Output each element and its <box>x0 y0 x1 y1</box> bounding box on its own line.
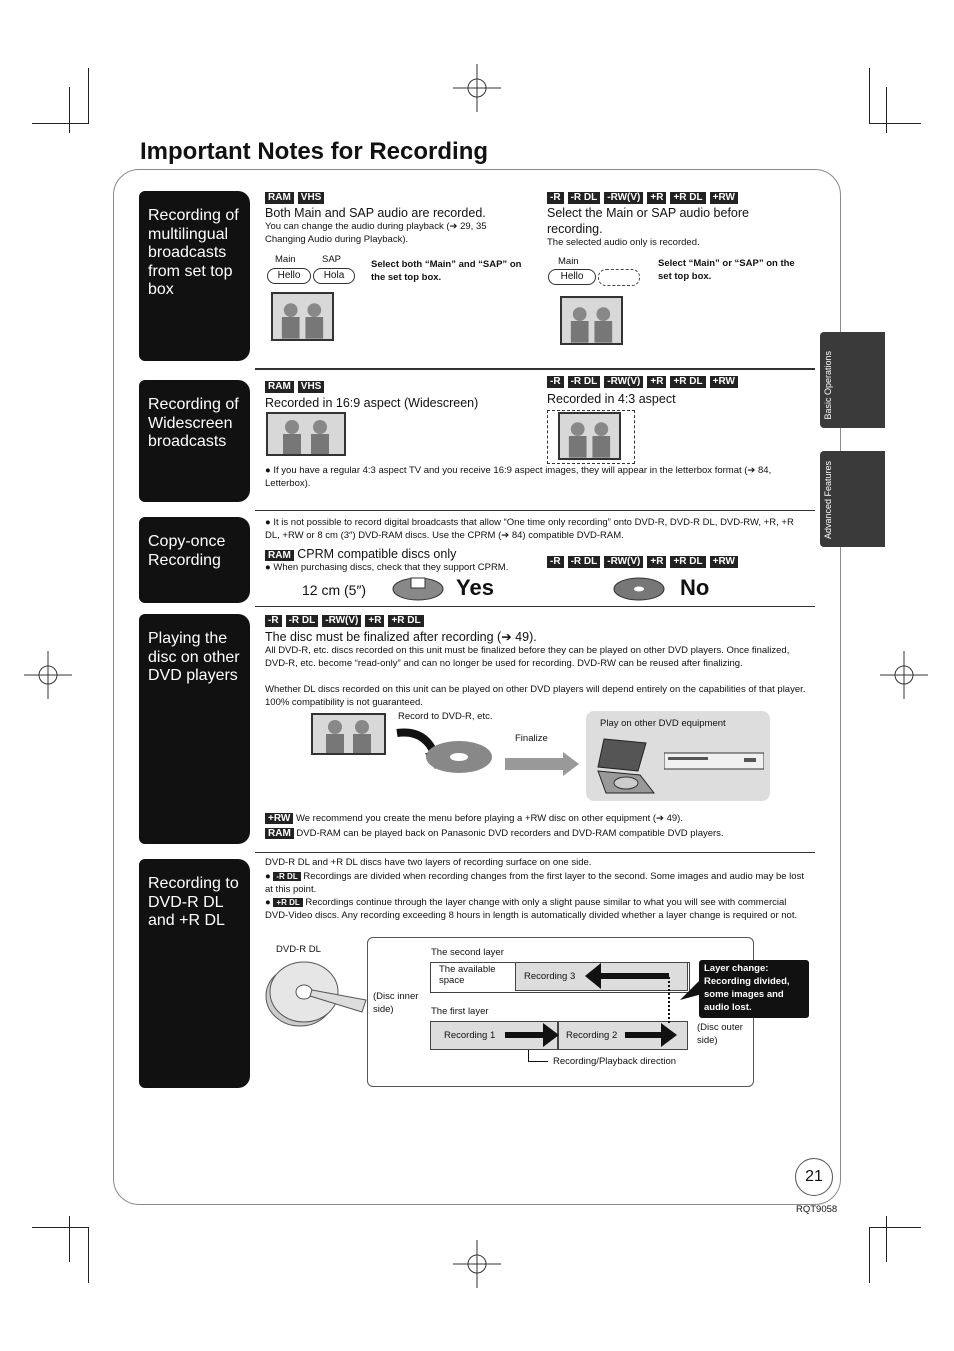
disc-tag: VHS <box>298 381 325 393</box>
instruction-text: Select both “Main” and “SAP” on the set top box. <box>371 259 522 283</box>
disc-tags <box>547 556 738 568</box>
crop-mark <box>869 68 870 124</box>
section-divider <box>255 368 815 370</box>
body-text: Recorded in 4:3 aspect <box>547 392 676 406</box>
section-header-copy-once: Copy-once Recording <box>139 517 250 603</box>
disc-tag: -RW(V) <box>604 192 643 204</box>
right-arrow-icon <box>625 1023 677 1047</box>
play-other-equipment-box <box>586 711 770 801</box>
disc-tag: +RW <box>265 813 293 824</box>
registration-mark-icon <box>453 64 501 112</box>
bullet-text: ● If you have a regular 4:3 aspect TV and you receive 16:9 aspect images, they will appear in the letterbox format (➔ 84, Letterbox). <box>265 465 772 489</box>
disc-tag: -R <box>547 192 564 204</box>
right-arrow-icon <box>505 752 579 776</box>
body-text: The disc must be finalized after recording (➔ 49). <box>265 630 537 644</box>
available-space-label: The available space <box>439 964 496 986</box>
disc-label: DVD-R DL <box>276 944 321 955</box>
ram-text: DVD-RAM can be played back on Panasonic DVD recorders and DVD-RAM compatible DVD players. <box>296 828 724 839</box>
cartridge-disc-icon <box>392 577 444 601</box>
inner-side-label: (Disc inner side) <box>373 991 419 1015</box>
crop-mark <box>32 123 88 124</box>
disc-tag: -R DL <box>273 872 300 881</box>
disc-tag: +RW <box>710 556 738 568</box>
tv-screen-icon <box>271 292 334 341</box>
dual-layer-disc-icon <box>262 960 372 1030</box>
note-text: The selected audio only is recorded. <box>547 237 700 248</box>
section-divider <box>255 606 815 607</box>
crop-mark <box>886 87 887 133</box>
label-sap: SAP <box>322 254 342 265</box>
ram-text: CPRM compatible discs only <box>297 547 457 561</box>
outer-side-label: (Disc outer side) <box>697 1022 743 1046</box>
speech-bubble-main: Hello <box>267 268 311 284</box>
crop-mark <box>88 1227 89 1283</box>
dvd-recorder-icon <box>664 751 764 773</box>
side-tab-label: Advanced Features <box>823 460 833 539</box>
label-main: Main <box>275 254 296 265</box>
paragraph: Whether DL discs recorded on this unit can be played on other DVD players will depend entirely on the capabilities of that player. 100% compatibility is not guaranteed. <box>265 684 806 708</box>
disc-tag: VHS <box>298 192 325 204</box>
speech-bubble-sap: Hola <box>313 268 355 284</box>
crop-mark <box>32 1227 88 1228</box>
side-tab-advanced-features[interactable] <box>820 451 885 547</box>
body-text: Both Main and SAP audio are recorded. <box>265 206 486 220</box>
registration-mark-icon <box>453 1240 501 1288</box>
bullet-content: If you have a regular 4:3 aspect TV and you receive 16:9 aspect images, they will appear in the letterbox format (➔ 84, Letterbox). <box>265 465 772 489</box>
recording-2-label: Recording 2 <box>566 1030 618 1041</box>
bullet-content: When purchasing discs, check that they support CPRM. <box>273 562 509 573</box>
disc-tag: +R DL <box>670 556 705 568</box>
disc-tag: -R DL <box>286 615 319 627</box>
paragraph: All DVD-R, etc. discs recorded on this unit must be finalized before they can be played on other DVD players. Once finalized, DVD-R, etc. become “read-only” and can no longer be used for recording. DVD-RW can be reused after finalizing. <box>265 645 790 669</box>
disc-tag: -R DL <box>568 376 601 388</box>
section-divider <box>255 852 815 853</box>
disc-tag: +R DL <box>670 376 705 388</box>
rw-text: We recommend you create the menu before playing a +RW disc on other equipment (➔ 49). <box>295 813 683 824</box>
disc-tag: -R <box>547 556 564 568</box>
direction-leader <box>528 1061 548 1062</box>
disc-tags <box>265 381 324 393</box>
intro-text: DVD-R DL and +R DL discs have two layers of recording surface on one side. <box>265 857 592 868</box>
page-number-badge <box>795 1158 833 1196</box>
disc-size-label: 12 cm (5″) <box>302 582 367 598</box>
disc-tag: RAM <box>265 550 294 561</box>
second-layer-label: The second layer <box>431 947 504 958</box>
page-title: Important Notes for Recording <box>140 138 489 165</box>
right-arrow-icon <box>505 1023 559 1047</box>
disc-tag: -R <box>265 615 282 627</box>
play-label: Play on other DVD equipment <box>600 718 726 729</box>
bullet-text: ● +R DL Recordings continue through the layer change with only a slight pause similar to what you will see with commercial DVD-Video discs. Any recording exceeding 8 hours in length is automatically divided whether a layer change is required or not. <box>265 897 798 921</box>
crop-mark <box>869 123 921 124</box>
disc-tag: +R DL <box>670 192 705 204</box>
registration-mark-icon <box>24 651 72 699</box>
side-tab-basic-operations[interactable] <box>820 332 885 428</box>
instruction-text: Select “Main” or “SAP” on the set top box. <box>658 258 795 282</box>
disc-tag: -RW(V) <box>604 376 643 388</box>
crop-mark <box>69 87 70 133</box>
disc-tag: +R <box>647 556 666 568</box>
crop-mark <box>869 1227 921 1228</box>
disc-tag: RAM <box>265 381 294 393</box>
side-tab-label: Basic Operations <box>823 351 833 420</box>
portable-dvd-player-icon <box>596 737 656 795</box>
disc-tags <box>547 376 738 388</box>
section-header-playing: Playing the disc on other DVD players <box>139 614 250 844</box>
rw-note <box>265 812 810 825</box>
tv-screen-icon <box>311 713 386 755</box>
bullet-text: ● -R DL Recordings are divided when recording changes from the first layer to the second. Some images and audio may be lost at this point. <box>265 871 804 895</box>
bullet-text: ● It is not possible to record digital broadcasts that allow “One time only recording” onto DVD-R, DVD-R DL, DVD-RW, +R, +R DL, +RW or 8 cm (3″) DVD-RAM discs. Use the CPRM (➔ 84) compatible DVD-RAM. <box>265 517 794 541</box>
section-header-widescreen: Recording of Widescreen broadcasts <box>139 380 250 502</box>
ram-note <box>265 827 810 840</box>
layer-change-callout <box>699 960 809 1018</box>
registration-mark-icon <box>880 651 928 699</box>
doc-code: RQT9058 <box>796 1204 838 1215</box>
disc-tags <box>547 192 738 204</box>
body-text: Recorded in 16:9 aspect (Widescreen) <box>265 396 479 410</box>
finalize-label: Finalize <box>515 733 548 744</box>
disc-tags <box>265 615 424 627</box>
crop-mark <box>69 1216 70 1262</box>
no-label: No <box>680 575 710 600</box>
label-main: Main <box>558 256 579 267</box>
bullet-content: Recordings are divided when recording changes from the first layer to the second. Some images and audio may be lost at this point. <box>265 871 804 895</box>
disc-icon <box>425 740 493 774</box>
disc-tag: +R <box>365 615 384 627</box>
speech-bubble-main: Hello <box>548 269 596 285</box>
disc-tags <box>265 192 324 204</box>
yes-label: Yes <box>456 575 494 600</box>
tv-screen-icon <box>558 412 621 460</box>
bullet-text: ● When purchasing discs, check that they support CPRM. <box>265 562 509 573</box>
section-header-dl: Recording to DVD-R DL and +R DL <box>139 859 250 1088</box>
disc-tag: +R DL <box>273 898 302 907</box>
section-header-multilingual: Recording of multilingual broadcasts from set top box <box>139 191 250 361</box>
disc-tag: -R <box>547 376 564 388</box>
bullet-content: It is not possible to record digital broadcasts that allow “One time only recording” onto DVD-R, DVD-R DL, DVD-RW, +R, +R DL, +RW or 8 cm (3″) DVD-RAM discs. Use the CPRM (➔ 84) compatible DVD-RAM. <box>265 517 794 541</box>
crop-mark <box>869 1227 870 1283</box>
disc-tag: +R <box>647 192 666 204</box>
note-text: You can change the audio during playback (➔ 29, 35 Changing Audio during Playback). <box>265 221 487 245</box>
recording-1-label: Recording 1 <box>444 1030 496 1041</box>
page-number: 21 <box>805 1168 823 1185</box>
disc-tag: -RW(V) <box>322 615 361 627</box>
speech-bubble-empty <box>598 269 640 286</box>
callout-text: Layer change: Recording divided, some images and audio lost. <box>704 963 790 1013</box>
first-layer-label: The first layer <box>431 1006 489 1017</box>
disc-tag: +R DL <box>388 615 423 627</box>
disc-icon <box>613 577 665 601</box>
ram-line <box>265 546 545 562</box>
bullet-content: Recordings continue through the layer change with only a slight pause similar to what you will see with commercial DVD-Video discs. Any recording exceeding 8 hours in length is automatically divided whether a layer change is required or not. <box>265 897 798 921</box>
disc-tag: +R <box>647 376 666 388</box>
disc-tag: RAM <box>265 828 294 839</box>
record-label: Record to DVD-R, etc. <box>398 711 493 722</box>
tv-screen-icon <box>560 296 623 345</box>
recording-3-label: Recording 3 <box>524 971 576 982</box>
disc-tag: +RW <box>710 192 738 204</box>
section-divider <box>255 510 815 511</box>
crop-mark <box>88 68 89 124</box>
disc-tag: -R DL <box>568 192 601 204</box>
disc-tag: -RW(V) <box>604 556 643 568</box>
body-text: Select the Main or SAP audio before recording. <box>547 206 749 236</box>
disc-tag: +RW <box>710 376 738 388</box>
left-arrow-icon <box>585 963 669 989</box>
disc-tag: RAM <box>265 192 294 204</box>
crop-mark <box>886 1216 887 1262</box>
direction-label: Recording/Playback direction <box>553 1056 677 1067</box>
widescreen-tv-icon <box>266 412 346 456</box>
disc-tag: -R DL <box>568 556 601 568</box>
layer-change-dotted-line <box>668 977 670 1023</box>
